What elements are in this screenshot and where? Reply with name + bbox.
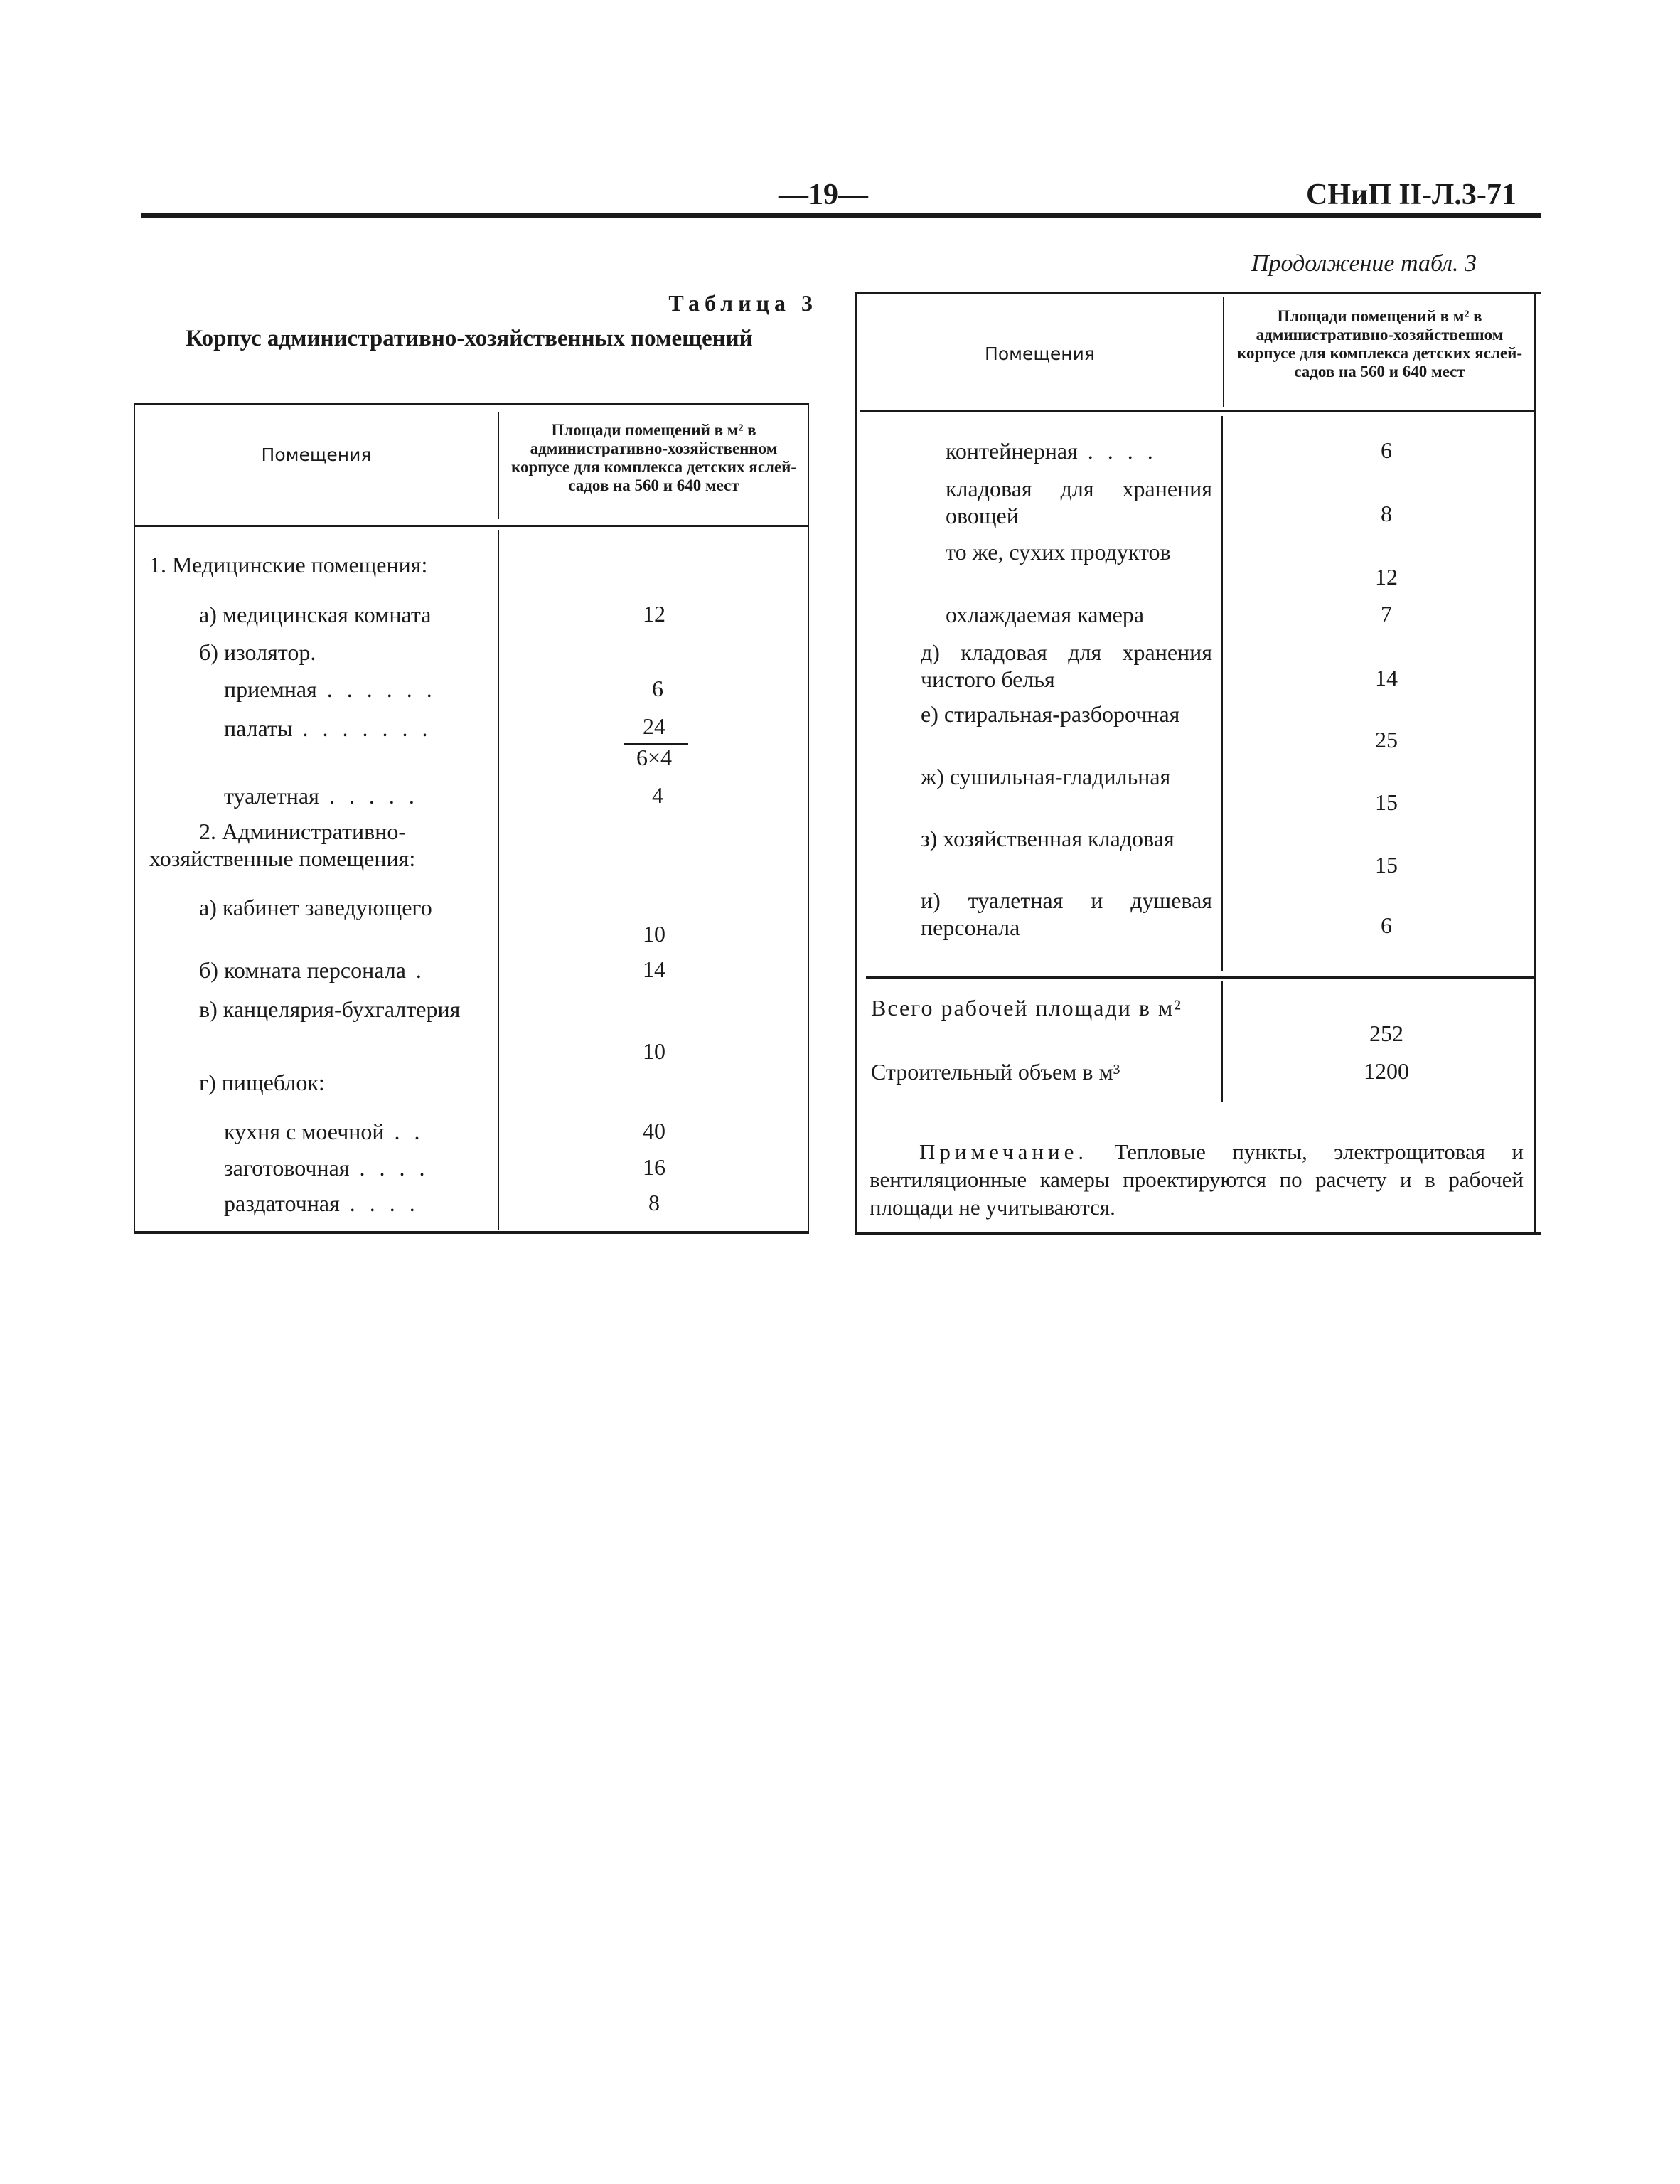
table-row-value: 15 <box>1375 852 1398 878</box>
table-row-value: 25 <box>1375 727 1398 752</box>
table-row-value: 16 <box>643 1154 665 1180</box>
building-volume-value: 1200 <box>1364 1058 1409 1084</box>
table-row-value: 15 <box>1375 789 1398 815</box>
table-row-name: б) комната персонала <box>199 957 406 983</box>
table-row-name: и) туалетная и душевая персонала <box>921 888 1212 940</box>
left-table-bottom-rule <box>134 1231 809 1234</box>
table-row-value: 12 <box>643 601 665 627</box>
note-label: Примечание. <box>919 1139 1088 1164</box>
table-row-value: 10 <box>643 1038 665 1064</box>
table-row-value: 14 <box>643 957 665 982</box>
right-table-top-rule <box>855 292 1541 294</box>
table-row-name: 1. Медицинские помещения: <box>149 552 428 577</box>
table-row-value: 14 <box>1375 665 1398 691</box>
table-row-value: 40 <box>643 1118 665 1144</box>
table-row-name: е) стиральная-разборочная <box>921 701 1180 727</box>
table-label: Таблица 3 <box>668 290 818 316</box>
table-row-value: 24 <box>643 713 665 739</box>
table-row-value: 8 <box>648 1190 660 1215</box>
table-row-name: кладовая для хранения овощей <box>946 476 1212 528</box>
left-table-header-divider <box>498 412 499 519</box>
table-row-value: 6 <box>652 676 663 701</box>
right-table-header-rule <box>860 410 1536 412</box>
table-row-name: в) канцелярия-бухгалтерия <box>199 996 461 1022</box>
header-rule <box>141 213 1541 218</box>
table-row-name: ж) сушильная-гладильная <box>921 764 1171 789</box>
left-table-header-rule <box>134 525 809 527</box>
table-row-name: б) изолятор. <box>199 639 316 665</box>
table-row-name: контейнерная <box>946 438 1078 464</box>
right-table-col2-header: Площади помещений в м² в административно-хозяйственном корпусе для комплекса детских яслей-садов на 560 и 640 мест <box>1237 307 1522 380</box>
right-table-bottom-rule <box>855 1232 1541 1235</box>
right-table-col1-header: Помещения <box>985 343 1095 364</box>
right-table-col-divider <box>1221 416 1223 971</box>
right-table-totals-rule <box>866 976 1534 979</box>
right-table-totals-divider <box>1221 981 1223 1102</box>
document-code: СНиП II-Л.3-71 <box>1306 179 1516 211</box>
table-row-name: д) кладовая для хранения чистого белья <box>921 639 1212 692</box>
left-table-left-border <box>134 403 135 1233</box>
table-row-name: заготовочная <box>224 1155 350 1181</box>
page-number: —19— <box>779 179 868 211</box>
left-table-col2-header: Площади помещений в м² в административно-хозяйственном корпусе для комплекса детских яслей-садов на 560 и 640 мест <box>511 421 796 494</box>
total-area-value: 252 <box>1369 1021 1403 1046</box>
table-row-name: а) медицинская комната <box>199 602 432 627</box>
table-row-value: 12 <box>1375 564 1398 590</box>
table-row-value: 4 <box>652 782 663 808</box>
table-row-value: 7 <box>1381 601 1392 627</box>
left-table-col1-header: Помещения <box>261 444 372 465</box>
table-row-name: а) кабинет заведующего <box>199 895 432 920</box>
right-table-header-divider <box>1223 297 1224 407</box>
right-table-left-border <box>855 292 857 1234</box>
left-table-col-divider <box>498 530 499 1230</box>
table-row-name: 2. Административно-хозяйственные помещения: <box>149 819 416 871</box>
note-text: Тепловые пункты, электрощитовая и вентиляционные камеры проектируются по расчету и в рабочей площади не учитываются. <box>870 1139 1524 1220</box>
table-note <box>870 1138 1524 1221</box>
left-table-right-border <box>808 403 809 1233</box>
table-row-value: 10 <box>643 921 665 947</box>
table-row-name: приемная <box>224 676 317 702</box>
table-row-name: то же, сухих продуктов <box>946 539 1171 565</box>
table-row-value-extra: 6×4 <box>636 745 673 770</box>
table-row-value: 6 <box>1381 437 1392 463</box>
table-row-name: г) пищеблок: <box>199 1070 325 1095</box>
table-row-name: охлаждаемая камера <box>946 602 1145 627</box>
continuation-label: Продолжение табл. 3 <box>1251 250 1477 277</box>
left-table-top-rule <box>134 403 809 405</box>
table-row-value: 8 <box>1381 501 1392 526</box>
right-table-right-border <box>1534 292 1536 1234</box>
table-row-name: кухня с моечной <box>224 1119 385 1144</box>
building-volume-label: Строительный объем в м³ <box>871 1059 1120 1085</box>
table-title: Корпус административно-хозяйственных помещений <box>186 326 753 351</box>
table-row-name: туалетная <box>224 783 319 809</box>
total-area-label: Всего рабочей площади в м² <box>871 995 1182 1021</box>
table-row-name: палаты <box>224 715 293 741</box>
table-row-name: раздаточная <box>224 1190 340 1216</box>
table-row-name: з) хозяйственная кладовая <box>921 826 1175 851</box>
table-row-value: 6 <box>1381 912 1392 938</box>
